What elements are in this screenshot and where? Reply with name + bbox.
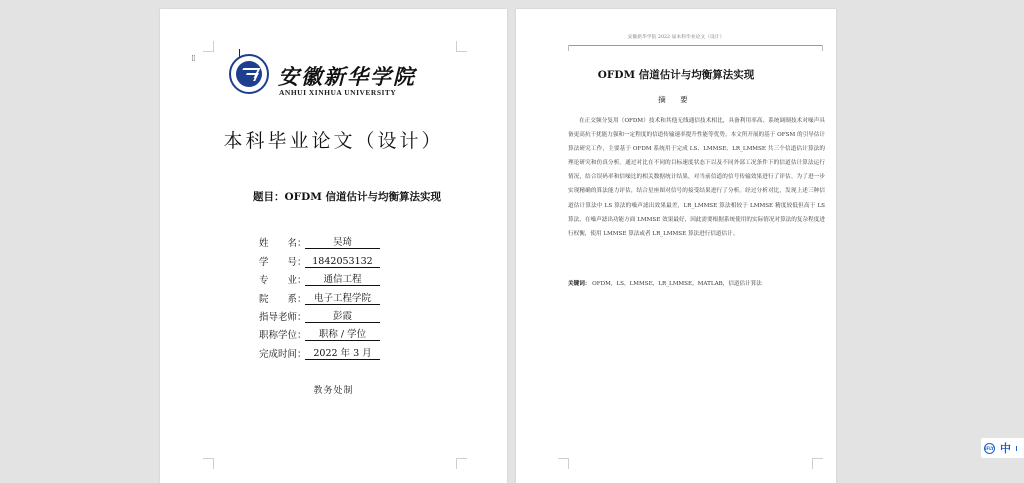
info-row-student-id <box>259 249 380 267</box>
ime-language-mode[interactable]: 中 <box>1000 442 1011 455</box>
info-row-major <box>259 268 380 286</box>
page-header: 安徽新华学院 2022 届本科毕业论文（设计） <box>627 35 725 40</box>
info-row-completion-time <box>259 341 380 359</box>
student-info-table <box>259 231 380 360</box>
info-row-department <box>259 286 380 304</box>
margin-corner-top-right <box>822 45 823 51</box>
keywords-value: OFDM，LS，LMMSE，LR_LMMSE，MATLAB，信道估计算法 <box>592 281 762 287</box>
info-value: 电子工程学院 <box>305 293 380 305</box>
margin-corner-top-left <box>203 41 214 52</box>
info-row-advisor <box>259 305 380 323</box>
keywords-line <box>568 279 825 287</box>
margin-corner-top-right <box>456 41 467 52</box>
logo-emblem-icon <box>236 61 262 87</box>
info-label: 专 业： <box>259 275 307 287</box>
margin-corner-bottom-left <box>558 458 569 469</box>
abstract-heading: 摘 要 <box>658 95 694 104</box>
ime-logo-icon[interactable]: iFLY <box>984 443 995 454</box>
info-label: 完成时间： <box>259 348 307 360</box>
university-name-en: ANHUI XINHUA UNIVERSITY <box>279 88 397 97</box>
margin-corner-bottom-right <box>456 458 467 469</box>
info-value: 职称 / 学位 <box>305 329 380 341</box>
abstract-body: 在正交频分复用（OFDM）技术和其他无线通信技术相比，具备利用率高、系统调制技术对噪声具备更高抗干扰能力强和一定程度的信道传输速率提升性能等优势。本文所开展的基于 OFSM 的引导估计算法研究工作，主要基于 OFDM 系统用于完成 LS、LMMSE、LR_LMMSE 共三个信道估计算法的理论研究和仿真分析。通过对比在不同的目标速度状态下以及不同外部工况条件下的信道估计算法运行情况，结合误码率和信噪比的相关数据统计结果，对当前信道的信号传输效果进行了评估。为了进一步实现精确的算法能力评估，结合星座图对信号的接受结果进行了分析。经过分析对比，发现上述三种信道估计算法中 LS 算法的噪声滤出效果最差，LR_LMMSE 算法相较于 LMMSE 精度较低但高于 LS 算法，在噪声滤出功能方面 LMMSE 效果最好，因此需要根据系统使用的实际情况对算法的复杂程度进行权衡，使用 LMMSE 算法或者 LR_LMMSE 算法进行信道估计。 <box>568 118 825 237</box>
info-label: 指导老师： <box>259 311 307 323</box>
info-value: 吴琦 <box>305 237 380 249</box>
document-page-1[interactable] <box>160 9 507 483</box>
info-value: 彭霞 <box>305 311 380 323</box>
ime-punctuation-icon[interactable] <box>1016 446 1020 451</box>
keywords-label: 关键词： <box>568 281 591 287</box>
thesis-topic: 题目：OFDM 信道估计与均衡算法实现 <box>253 191 441 203</box>
info-row-title-degree <box>259 323 380 341</box>
thesis-type-title: 本科毕业论文（设计） <box>223 130 444 152</box>
margin-corner-top-left <box>568 45 569 51</box>
document-page-2[interactable] <box>516 9 836 483</box>
info-value: 2022 年 3 月 <box>305 348 380 360</box>
university-logo <box>229 54 269 94</box>
info-label: 职称学位： <box>259 330 307 342</box>
margin-corner-bottom-right <box>812 458 823 469</box>
info-row-name <box>259 231 380 249</box>
info-label: 姓 名： <box>259 238 307 250</box>
info-label: 院 系： <box>259 293 307 305</box>
margin-corner-bottom-left <box>203 458 214 469</box>
info-label: 学 号： <box>259 256 307 268</box>
drag-handle-icon[interactable]: ⁞⁞ <box>191 54 195 64</box>
university-name-cn: 安徽新华学院 <box>278 64 416 89</box>
issuer-text: 教务处制 <box>313 386 354 396</box>
info-value: 1842053132 <box>305 256 380 268</box>
header-divider <box>568 45 823 46</box>
info-value: 通信工程 <box>305 274 380 286</box>
paper-title: OFDM 信道估计与均衡算法实现 <box>597 69 755 81</box>
ime-toolbar[interactable] <box>981 438 1024 458</box>
